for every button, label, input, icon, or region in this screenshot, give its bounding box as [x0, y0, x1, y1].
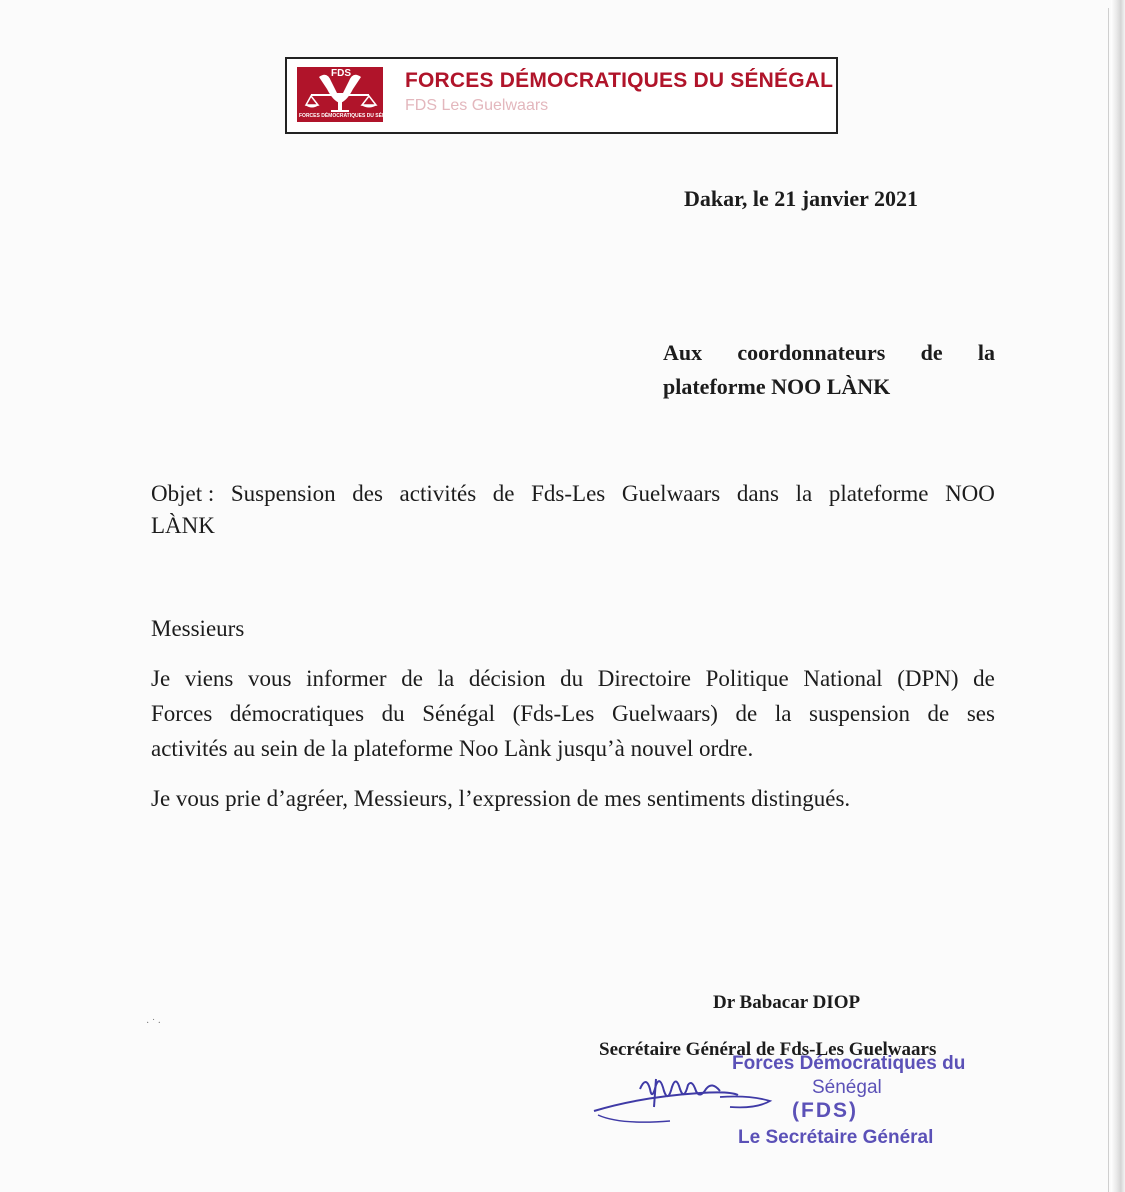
- recipient-word: Aux: [663, 340, 703, 365]
- body-word: Directoire: [597, 666, 691, 691]
- body-line-2: [151, 697, 995, 731]
- body-word: du: [381, 701, 405, 726]
- official-stamp: [580, 1045, 1000, 1165]
- body-word: la: [774, 701, 792, 726]
- stamp-line-2: Sénégal: [812, 1077, 882, 1098]
- signatory-title: Secrétaire Général de Fds-Les Guelwaars: [599, 1039, 937, 1060]
- subject-line-1: [151, 477, 995, 511]
- logo-abbr: FDS: [331, 68, 351, 79]
- subject-word: dans: [736, 481, 779, 506]
- body-word: décision: [468, 666, 546, 691]
- org-subtitle: FDS Les Guelwaars: [405, 97, 549, 114]
- subject-word: Fds-Les: [531, 481, 606, 506]
- body-word: viens: [184, 666, 234, 691]
- body-word: Politique: [705, 666, 789, 691]
- scan-specks: · ˙ ·: [146, 1018, 161, 1029]
- body-word: (Fds-Les: [512, 701, 595, 726]
- body-word: Guelwaars): [611, 701, 718, 726]
- subject-word: activités: [399, 481, 477, 506]
- recipient-line-1: [663, 336, 995, 370]
- body-word: de: [973, 666, 995, 691]
- body-word: Je: [151, 666, 171, 691]
- body-word: de: [927, 701, 950, 726]
- body-word: démocratiques: [229, 701, 365, 726]
- body-word: Forces: [151, 701, 213, 726]
- recipient-line-2: plateforme NOO LÀNK: [663, 374, 891, 399]
- stamp-line-1: Forces Démocratiques du: [732, 1053, 966, 1074]
- body-word: du: [560, 666, 584, 691]
- body-word: de: [735, 701, 758, 726]
- page-edge-shadow: [1111, 0, 1125, 1192]
- logo-caption: FORCES DÉMOCRATIQUES DU SÉNÉGAL: [299, 113, 400, 119]
- body-word: vous: [248, 666, 292, 691]
- body-word: suspension: [809, 701, 910, 726]
- org-name: FORCES DÉMOCRATIQUES DU SÉNÉGAL: [405, 69, 834, 92]
- subject-word: Objet :: [151, 481, 215, 506]
- salutation: Messieurs: [151, 616, 245, 641]
- body-word: la: [437, 666, 455, 691]
- body-line-1: [151, 662, 995, 696]
- party-logo: [297, 67, 400, 122]
- body-word: (DPN): [897, 666, 959, 691]
- signatory-name: Dr Babacar DIOP: [713, 992, 861, 1013]
- recipient-block: [663, 336, 995, 404]
- subject-word: NOO: [945, 481, 995, 506]
- body-word: de: [401, 666, 423, 691]
- body-line-3: activités au sein de la plateforme Noo Lànk jusqu’à nouvel ordre.: [151, 736, 754, 761]
- body-word: ses: [966, 701, 995, 726]
- subject-word: Guelwaars: [621, 481, 721, 506]
- subject-word: des: [352, 481, 383, 506]
- recipient-word: coordonnateurs: [737, 340, 886, 365]
- subject-word: Suspension: [230, 481, 336, 506]
- body-word: National: [803, 666, 883, 691]
- stamp-line-3: (FDS): [792, 1099, 858, 1122]
- subject-word: la: [795, 481, 813, 506]
- recipient-word: la: [977, 340, 995, 365]
- closing-formula: Je vous prie d’agréer, Messieurs, l’expression de mes sentiments distingués.: [151, 786, 851, 811]
- subject-line-2: LÀNK: [151, 513, 215, 538]
- recipient-word: de: [920, 340, 943, 365]
- page-edge-line: [1108, 8, 1109, 1192]
- date-line: Dakar, le 21 janvier 2021: [684, 186, 919, 211]
- subject-word: de: [492, 481, 515, 506]
- letterhead: [285, 57, 838, 134]
- subject-word: plateforme: [828, 481, 929, 506]
- body-word: informer: [306, 666, 387, 691]
- stamp-line-4: Le Secrétaire Général: [738, 1127, 934, 1148]
- body-word: Sénégal: [422, 701, 495, 726]
